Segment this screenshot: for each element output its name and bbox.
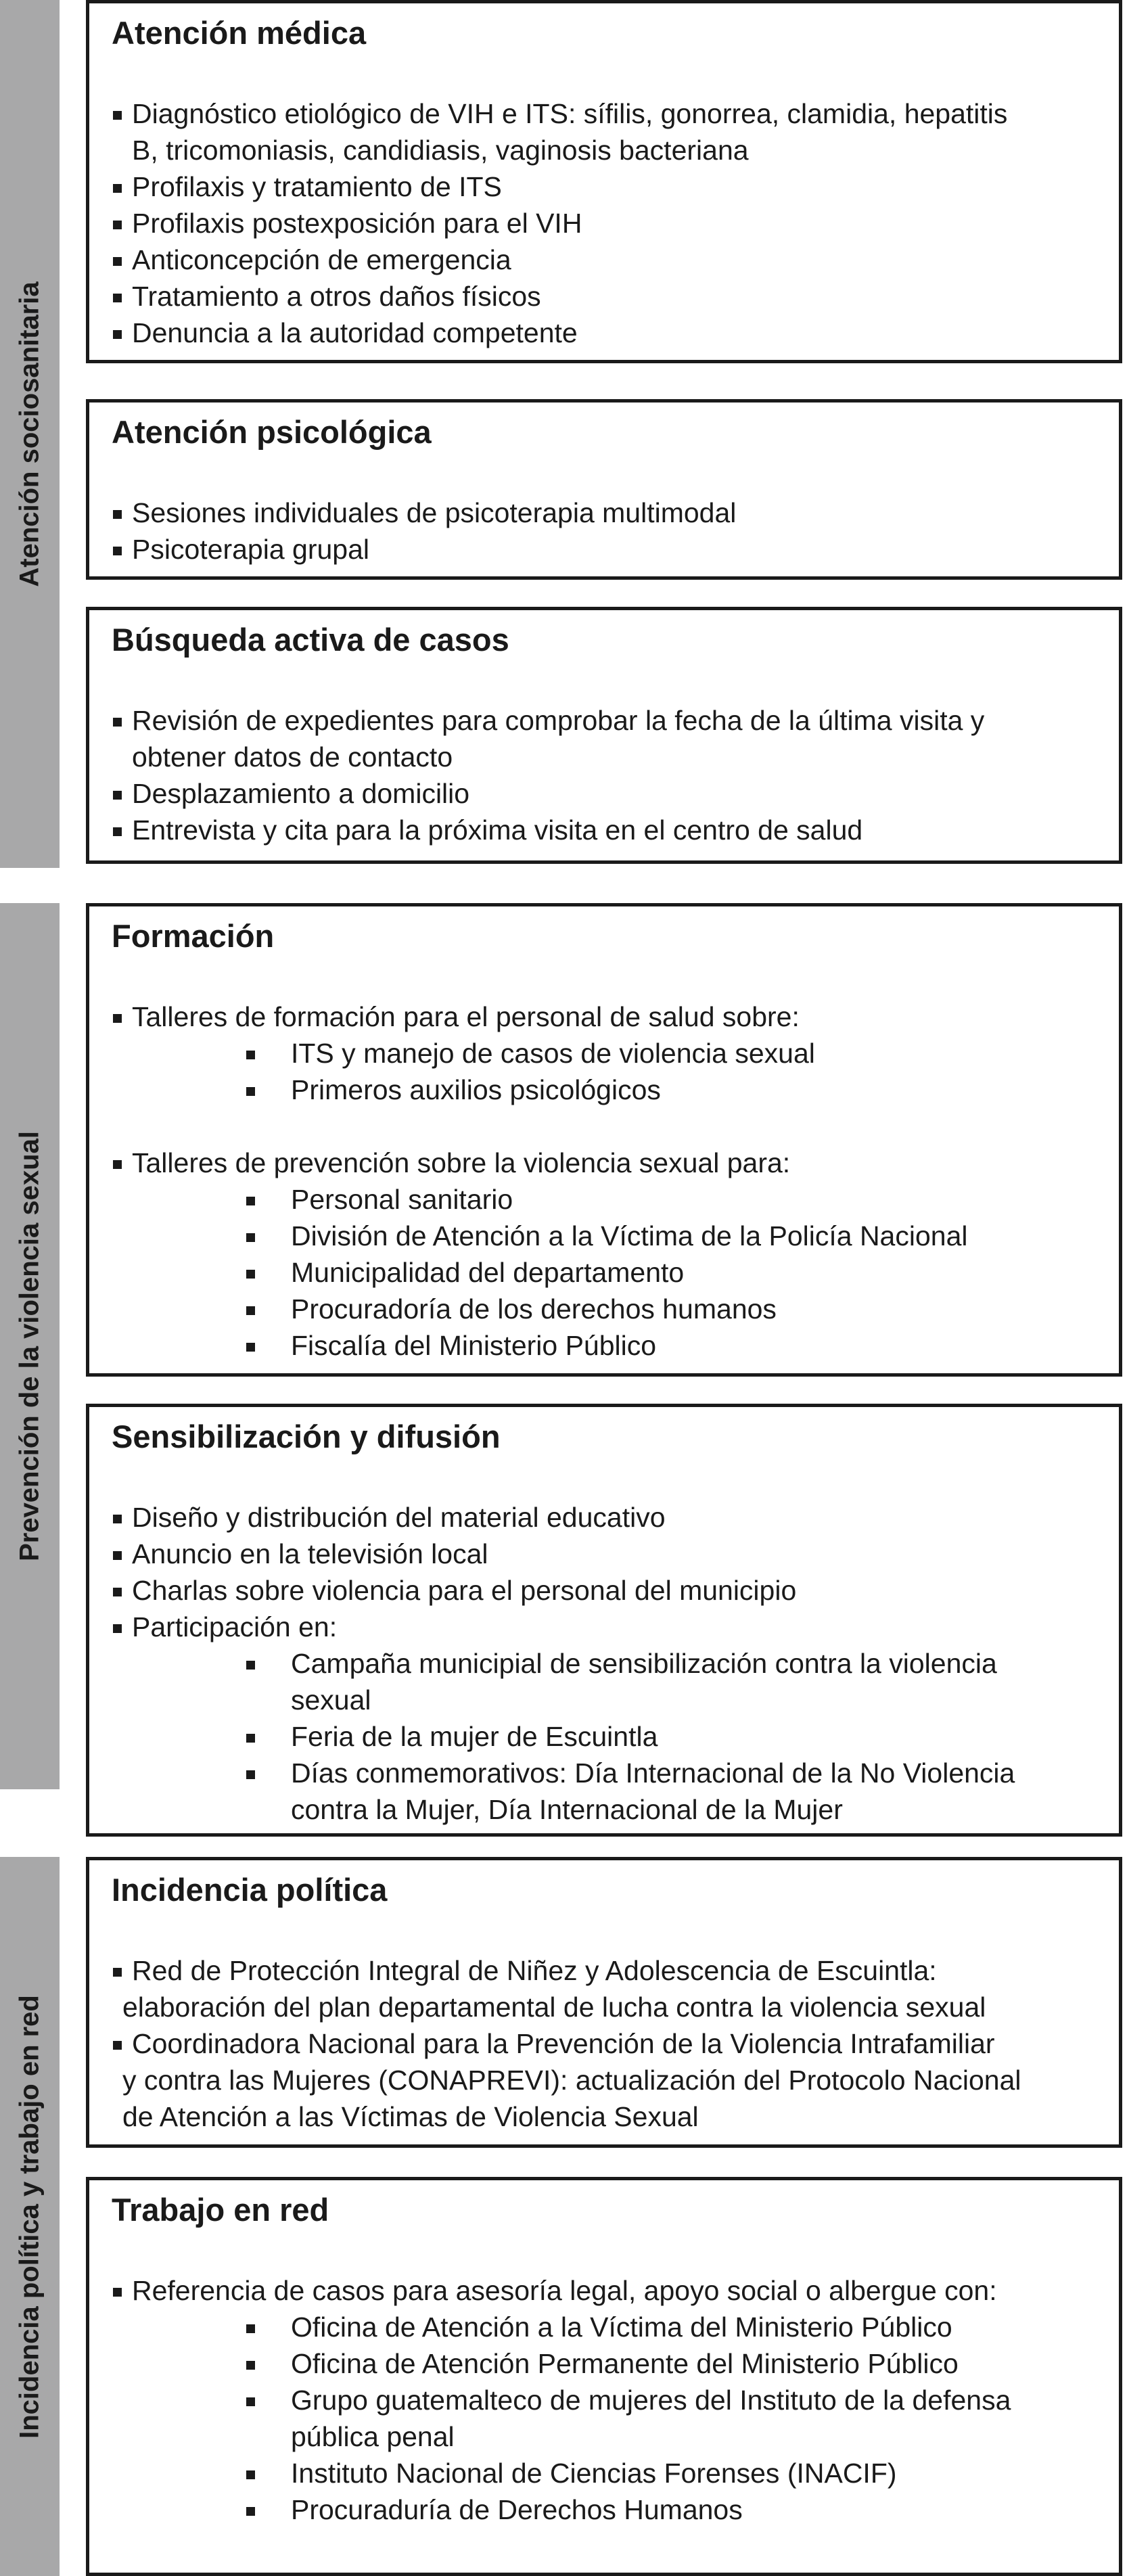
box-formacion: [86, 903, 1122, 1377]
box-title: Trabajo en red: [112, 2192, 329, 2228]
box-title: Atención psicológica: [112, 414, 432, 450]
list-item: Anuncio en la televisión local: [112, 1536, 1105, 1572]
list-item-continuation: B, tricomoniasis, candidiasis, vaginosis bacteriana: [132, 135, 749, 166]
sub-list-item-continuation: pública penal: [291, 2421, 455, 2452]
box-busqueda-activa: [86, 607, 1122, 864]
list-item: Talleres de formación para el personal de salud sobre:: [112, 998, 1105, 1035]
list-item: Diagnóstico etiológico de VIH e ITS: sífilis, gonorrea, clamidia, hepatitis: [112, 95, 1105, 132]
list-item-continuation: elaboración del plan departamental de lucha contra la violencia sexual: [122, 1992, 986, 2023]
box-incidencia-politica: [86, 1857, 1122, 2148]
sub-list-item: Procuraduría de Derechos Humanos: [112, 2491, 1105, 2528]
list-item: Red de Protección Integral de Niñez y Adolescencia de Escuintla:: [112, 1952, 1105, 1989]
section-label: Prevención de la violencia sexual: [14, 1131, 45, 1561]
list-item: Denuncia a la autoridad competente: [112, 315, 1105, 351]
sub-list-item: Municipalidad del departamento: [112, 1254, 1105, 1291]
sub-list-item: Grupo guatemalteco de mujeres del Instituto de la defensa: [112, 2382, 1105, 2418]
list-item: Referencia de casos para asesoría legal, apoyo social o albergue con:: [112, 2272, 1105, 2309]
sub-list-item: Instituto Nacional de Ciencias Forenses (INACIF): [112, 2455, 1105, 2491]
list-item: Desplazamiento a domicilio: [112, 775, 1105, 812]
item-list: [112, 495, 1105, 568]
box-title: Formación: [112, 918, 275, 954]
box-title: Atención médica: [112, 15, 367, 51]
sub-list-item: ITS y manejo de casos de violencia sexual: [112, 1035, 1105, 1072]
item-list: [112, 998, 1105, 1364]
sub-list-item: Primeros auxilios psicológicos: [112, 1072, 1105, 1108]
section-bar-prevencion: [0, 903, 60, 1789]
sub-list-item: Feria de la mujer de Escuintla: [112, 1718, 1105, 1755]
list-item: Psicoterapia grupal: [112, 531, 1105, 568]
sub-list-item: Días conmemorativos: Día Internacional de la No Violencia: [112, 1755, 1105, 1791]
sub-list-item: Procuradoría de los derechos humanos: [112, 1291, 1105, 1327]
list-item: Profilaxis postexposición para el VIH: [112, 205, 1105, 242]
box-sensibilizacion: [86, 1404, 1122, 1837]
sub-list-item-continuation: contra la Mujer, Día Internacional de la Mujer: [291, 1794, 843, 1825]
box-title: Sensibilización y difusión: [112, 1419, 501, 1454]
section-label: Atención sociosanitaria: [14, 281, 45, 587]
section-label: Incidencia política y trabajo en red: [14, 1994, 45, 2439]
list-item: Tratamiento a otros daños físicos: [112, 278, 1105, 315]
sub-list-item: Oficina de Atención a la Víctima del Ministerio Público: [112, 2309, 1105, 2345]
list-item: Charlas sobre violencia para el personal del municipio: [112, 1572, 1105, 1609]
box-title: Incidencia política: [112, 1872, 388, 1908]
sub-list-item: Fiscalía del Ministerio Público: [112, 1327, 1105, 1364]
item-list: [112, 1499, 1105, 1828]
item-list: [112, 95, 1105, 351]
sub-list-item: División de Atención a la Víctima de la Policía Nacional: [112, 1218, 1105, 1254]
list-item: Revisión de expedientes para comprobar la fecha de la última visita y: [112, 702, 1105, 739]
sub-list-item: Campaña municipial de sensibilización contra la violencia: [112, 1645, 1105, 1682]
box-trabajo-en-red: [86, 2177, 1122, 2576]
list-item-continuation: de Atención a las Víctimas de Violencia Sexual: [122, 2101, 699, 2132]
sub-list-item-continuation: sexual: [291, 1684, 371, 1716]
list-item: Anticoncepción de emergencia: [112, 242, 1105, 278]
list-item: Sesiones individuales de psicoterapia multimodal: [112, 495, 1105, 531]
list-item: Entrevista y cita para la próxima visita en el centro de salud: [112, 812, 1105, 848]
sub-list-item: Oficina de Atención Permanente del Ministerio Público: [112, 2345, 1105, 2382]
box-atencion-psicologica: [86, 399, 1122, 580]
sub-list-item: Personal sanitario: [112, 1181, 1105, 1218]
list-item: Diseño y distribución del material educativo: [112, 1499, 1105, 1536]
list-item-continuation: y contra las Mujeres (CONAPREVI): actualización del Protocolo Nacional: [122, 2065, 1021, 2096]
list-item: Coordinadora Nacional para la Prevención de la Violencia Intrafamiliar: [112, 2025, 1105, 2062]
box-atencion-medica: [86, 0, 1122, 363]
list-item: Talleres de prevención sobre la violencia sexual para:: [112, 1145, 1105, 1181]
item-list: [112, 2272, 1105, 2528]
list-item-continuation: obtener datos de contacto: [132, 741, 453, 773]
section-bar-sociosanitaria: [0, 0, 60, 868]
list-spacer: [112, 1108, 1105, 1145]
list-item: Profilaxis y tratamiento de ITS: [112, 168, 1105, 205]
list-item: Participación en:: [112, 1609, 1105, 1645]
section-bar-incidencia: [0, 1857, 60, 2576]
box-title: Búsqueda activa de casos: [112, 622, 509, 658]
item-list: [112, 702, 1105, 848]
item-list: [112, 1952, 1105, 2135]
